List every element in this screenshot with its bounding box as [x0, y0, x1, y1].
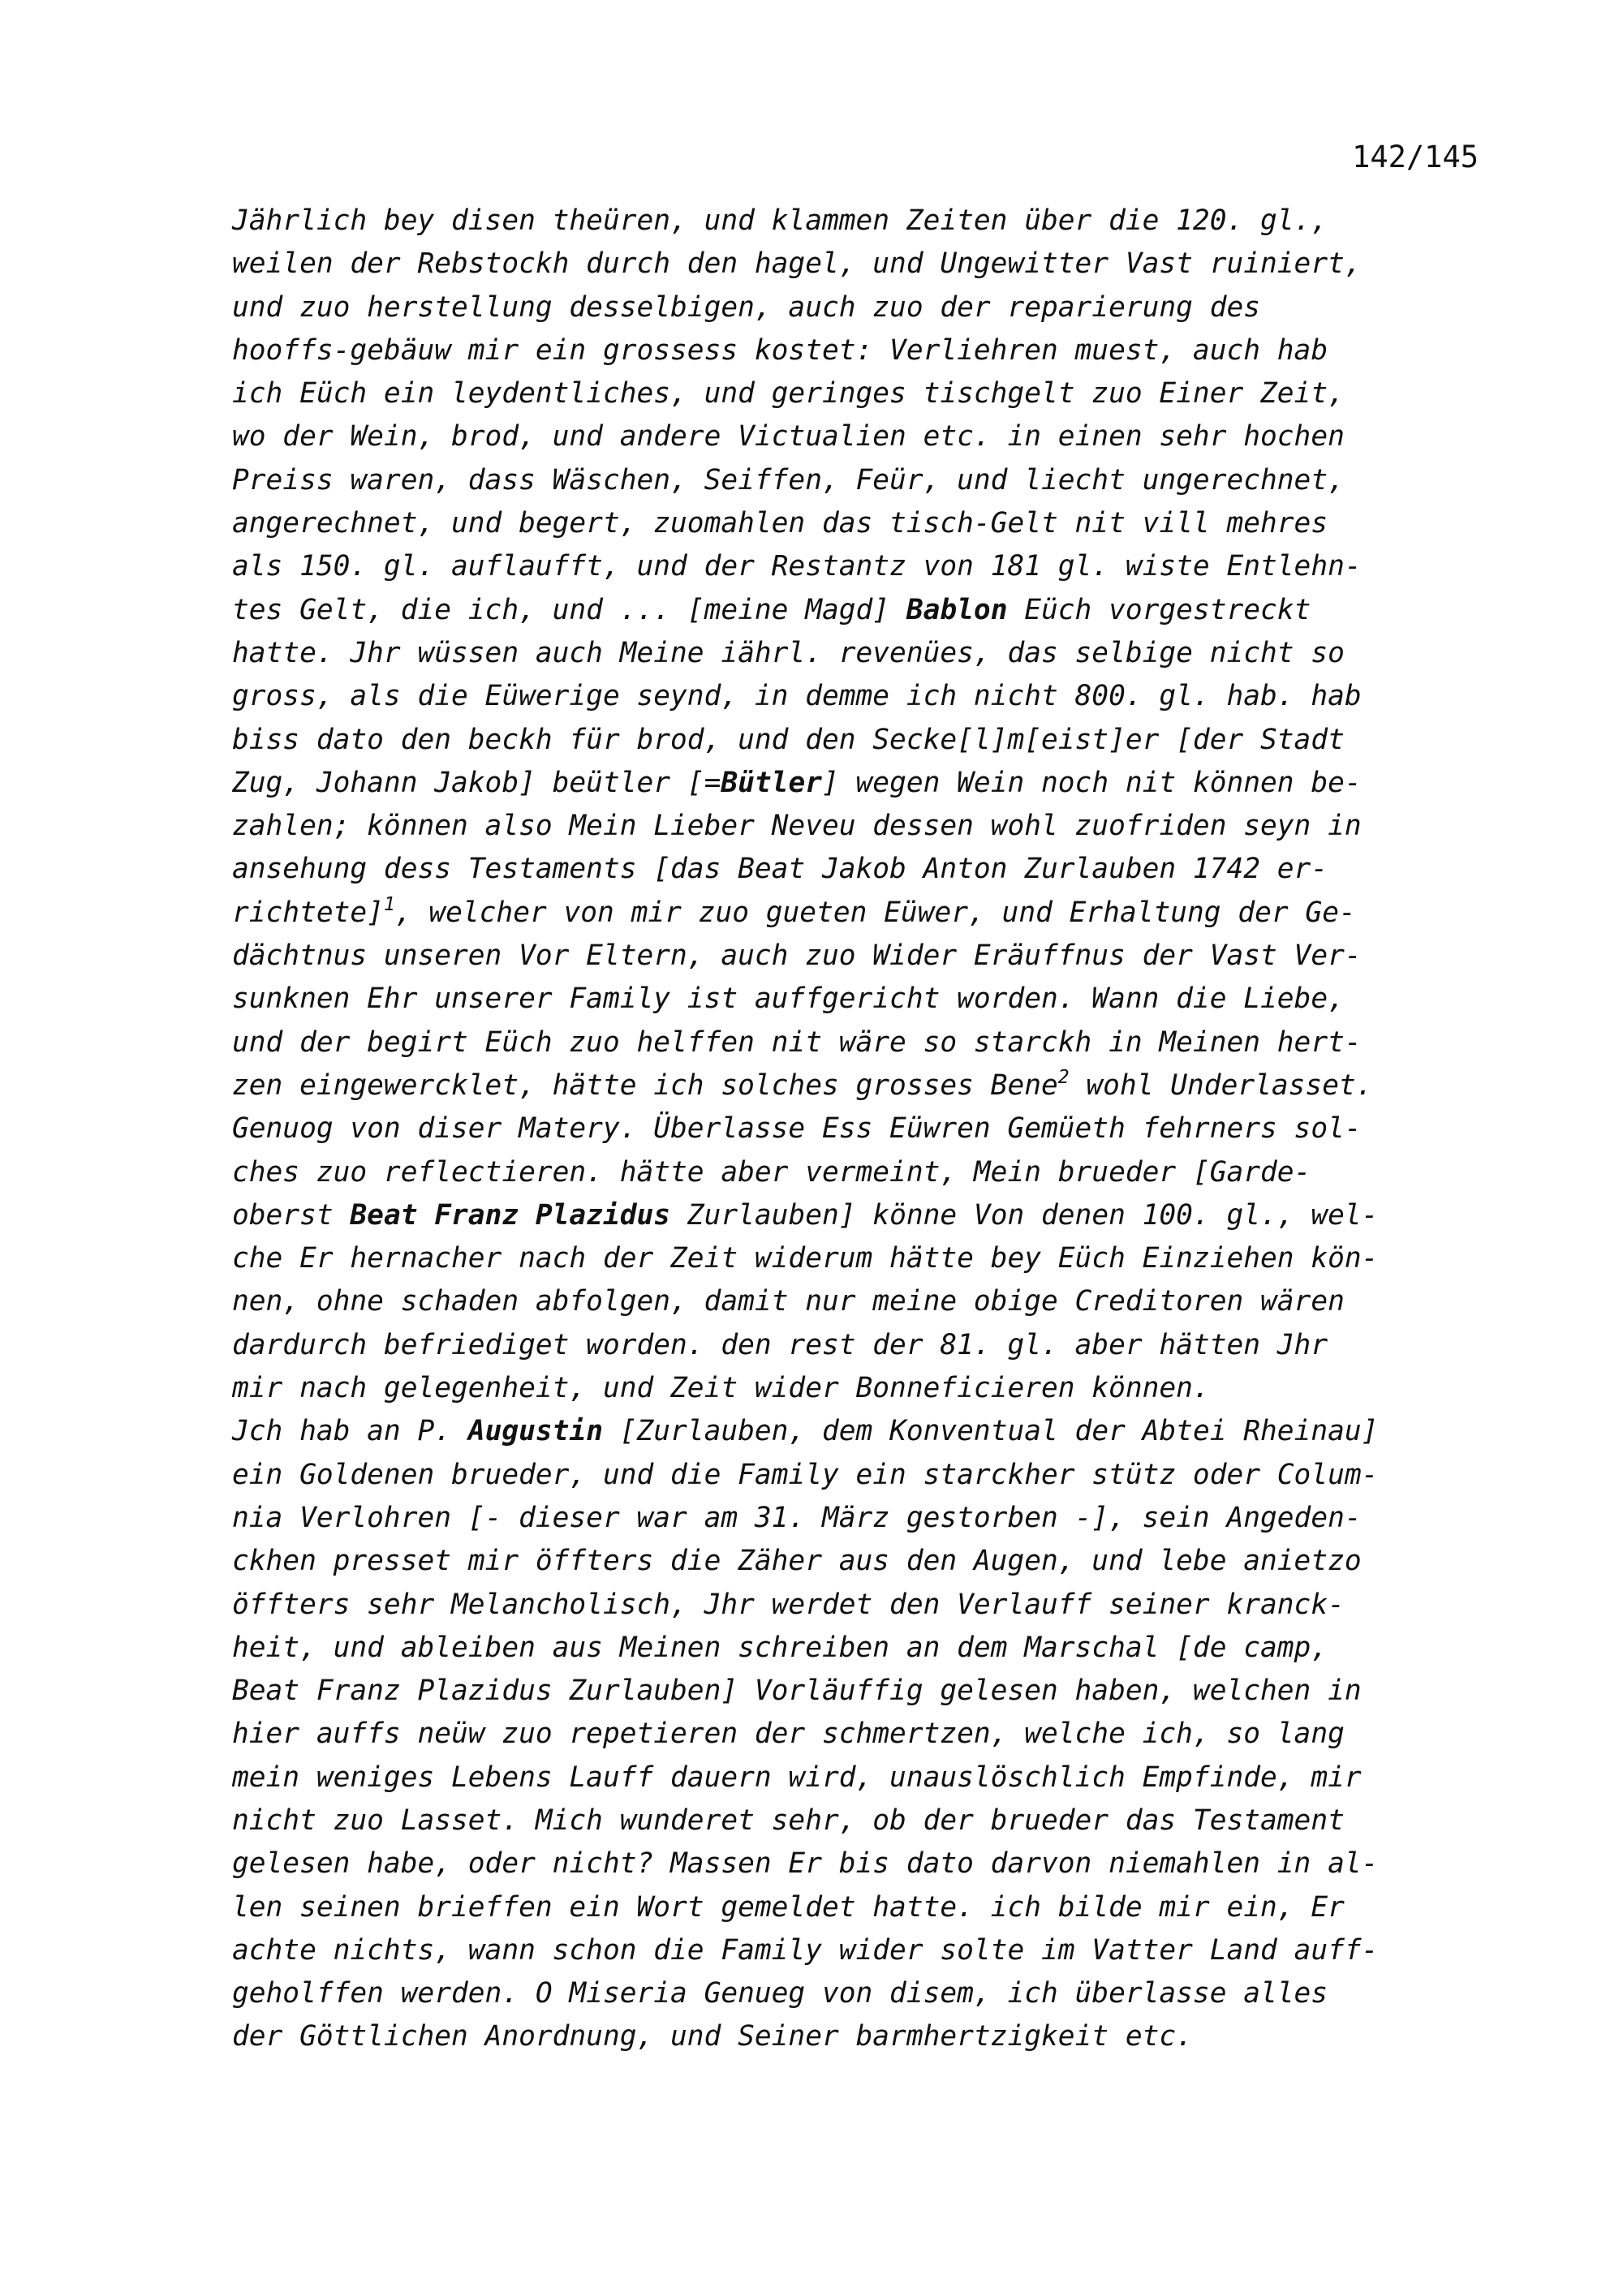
- text-segment: che Er hernacher nach der Zeit widerum hätte bey Eüch Einziehen kön-: [232, 1242, 1379, 1275]
- text-segment: als 150. gl. auflaufft, und der Restantz von 181 gl. wiste Entlehn-: [232, 550, 1362, 583]
- text-segment: nicht zuo Lasset. Mich wunderet sehr, ob der brueder das Testament: [232, 1804, 1345, 1837]
- text-line: [232, 1280, 1498, 1323]
- text-segment: sunknen Ehr unserer Family ist auffgericht worden. Wann die Liebe,: [232, 982, 1345, 1016]
- text-segment: ches zuo reflectieren. hätte aber vermeint, Mein brueder [Garde-: [232, 1155, 1311, 1189]
- text-segment: und der begirt Eüch zuo helffen nit wäre so starckh in Meinen hert-: [232, 1025, 1362, 1059]
- text-segment: ckhen presset mir öffters die Zäher aus den Augen, und lebe anietzo: [232, 1545, 1362, 1578]
- text-segment: Eüch vorgestreckt: [1007, 593, 1311, 626]
- text-segment: weilen der Rebstockh durch den hagel, und Ungewitter Vast ruiniert,: [232, 247, 1362, 281]
- bold-name: Augustin: [467, 1415, 603, 1448]
- text-segment: Zurlauben] könne Von denen 100. gl., wel-: [670, 1198, 1379, 1232]
- text-line: [232, 286, 1498, 329]
- text-segment: ansehung dess Testaments [das Beat Jakob Anton Zurlauben 1742 er-: [232, 853, 1328, 886]
- text-line: [232, 1799, 1498, 1842]
- text-segment: geholffen werden. O Miseria Genueg von disem, ich überlasse alles: [232, 1977, 1328, 2010]
- text-line: [232, 805, 1498, 848]
- text-line: [232, 1324, 1498, 1367]
- text-segment: Jch hab an P.: [232, 1415, 468, 1448]
- text-segment: hooffs-gebäuw mir ein grossess kostet: Verliehren muest, auch hab: [232, 333, 1328, 367]
- letter-body: [232, 200, 1498, 2059]
- text-line: [232, 1454, 1498, 1497]
- bold-name: Bablon: [906, 593, 1008, 626]
- text-segment: Jährlich bey disen theüren, und klammen Zeiten über die 120. gl.,: [232, 204, 1328, 237]
- text-line: [232, 1713, 1498, 1756]
- text-line: [232, 935, 1498, 978]
- text-segment: zen eingewercklet, hätte ich solches grosses Bene: [232, 1068, 1058, 1102]
- text-line: [232, 1410, 1498, 1453]
- text-line: [232, 1064, 1498, 1107]
- text-segment: heit, und ableiben aus Meinen schreiben an dem Marschal [de camp,: [232, 1631, 1328, 1664]
- text-line: [232, 1540, 1498, 1583]
- text-line: [232, 502, 1498, 545]
- text-segment: len seinen brieffen ein Wort gemeldet hatte. ich bilde mir ein, Er: [232, 1890, 1345, 1924]
- text-line: [232, 1497, 1498, 1540]
- text-segment: nen, ohne schaden abfolgen, damit nur meine obige Creditoren wären: [232, 1285, 1345, 1318]
- page-number: 142/145: [1352, 140, 1479, 174]
- footnote-marker: 1: [383, 893, 395, 915]
- text-line: [232, 415, 1498, 458]
- text-line: [232, 1842, 1498, 1885]
- text-line: [232, 1107, 1498, 1150]
- text-segment: mein weniges Lebens Lauff dauern wird, unauslöschlich Empfinde, mir: [232, 1761, 1362, 1794]
- text-segment: wo der Wein, brod, und andere Victualien etc. in einen sehr hochen: [232, 420, 1345, 454]
- text-segment: achte nichts, wann schon die Family wider solte im Vatter Land auff-: [232, 1933, 1379, 1967]
- text-segment: hier auffs neüw zuo repetieren der schmertzen, welche ich, so lang: [232, 1718, 1345, 1751]
- text-line: [232, 1021, 1498, 1064]
- text-line: [232, 589, 1498, 632]
- text-line: [232, 329, 1498, 372]
- text-segment: wohl Underlasset.: [1069, 1068, 1373, 1102]
- text-segment: [Zurlauben, dem Konventual der Abtei Rheinau]: [602, 1415, 1379, 1448]
- text-line: [232, 892, 1498, 935]
- text-line: [232, 1670, 1498, 1713]
- text-segment: zahlen; können also Mein Lieber Neveu dessen wohl zuofriden seyn in: [232, 810, 1362, 843]
- text-segment: angerechnet, und begert, zuomahlen das tisch-Gelt nit vill mehres: [232, 507, 1328, 540]
- text-segment: richtete]: [232, 896, 384, 929]
- text-line: [232, 1151, 1498, 1194]
- text-segment: gelesen habe, oder nicht? Massen Er bis dato darvon niemahlen in al-: [232, 1847, 1379, 1881]
- text-line: [232, 200, 1498, 243]
- text-segment: mir nach gelegenheit, und Zeit wider Bonneficieren können.: [232, 1372, 1210, 1405]
- text-segment: Preiss waren, dass Wäschen, Seiffen, Feür, und liecht ungerechnet,: [232, 463, 1345, 497]
- text-line: [232, 1194, 1498, 1237]
- text-segment: der Göttlichen Anordnung, und Seiner barmhertzigkeit etc.: [232, 2020, 1193, 2053]
- text-line: [232, 372, 1498, 415]
- text-line: [232, 762, 1498, 805]
- text-segment: ein Goldenen brueder, und die Family ein starckher stütz oder Colum-: [232, 1458, 1379, 1491]
- text-line: [232, 1367, 1498, 1410]
- text-segment: nia Verlohren [- dieser war am 31. März gestorben -], sein Angeden-: [232, 1501, 1362, 1534]
- text-segment: biss dato den beckh für brod, und den Secke[l]m[eist]er [der Stadt: [232, 723, 1345, 756]
- text-line: [232, 1584, 1498, 1627]
- text-segment: Zug, Johann Jakob] beütler [=: [232, 766, 721, 799]
- bold-name: Beat Franz Plazidus: [350, 1198, 671, 1232]
- text-line: [232, 1886, 1498, 1929]
- text-segment: ] wegen Wein noch nit können be-: [821, 766, 1362, 799]
- text-segment: dächtnus unseren Vor Eltern, auch zuo Wider Eräuffnus der Vast Ver-: [232, 939, 1362, 973]
- text-line: [232, 632, 1498, 675]
- text-line: [232, 243, 1498, 286]
- text-segment: öffters sehr Melancholisch, Jhr werdet den Verlauff seiner kranck-: [232, 1588, 1345, 1621]
- text-line: [232, 1972, 1498, 2015]
- text-line: [232, 978, 1498, 1021]
- text-line: [232, 545, 1498, 588]
- text-segment: oberst: [232, 1198, 351, 1232]
- text-segment: gross, als die Eüwerige seynd, in demme ich nicht 800. gl. hab. hab: [232, 680, 1362, 713]
- text-segment: ich Eüch ein leydentliches, und geringes tischgelt zuo Einer Zeit,: [232, 377, 1345, 411]
- text-segment: Genuog von diser Matery. Überlasse Ess Eüwren Gemüeth fehrners sol-: [232, 1112, 1362, 1146]
- text-line: [232, 2015, 1498, 2058]
- bold-name: Bütler: [721, 766, 822, 799]
- text-line: [232, 848, 1498, 891]
- text-segment: dardurch befriediget worden. den rest der 81. gl. aber hätten Jhr: [232, 1328, 1328, 1361]
- text-line: [232, 1237, 1498, 1280]
- text-segment: , welcher von mir zuo gueten Eüwer, und Erhaltung der Ge-: [394, 896, 1356, 929]
- text-line: [232, 1627, 1498, 1670]
- text-line: [232, 459, 1498, 502]
- text-segment: Beat Franz Plazidus Zurlauben] Vorläuffig gelesen haben, welchen in: [232, 1675, 1362, 1708]
- text-line: [232, 1756, 1498, 1799]
- text-line: [232, 719, 1498, 762]
- footnote-marker: 2: [1057, 1066, 1070, 1088]
- text-segment: und zuo herstellung desselbigen, auch zuo der reparierung des: [232, 290, 1261, 324]
- text-segment: tes Gelt, die ich, und ... [meine Magd]: [232, 593, 906, 626]
- text-segment: hatte. Jhr wüssen auch Meine iährl. revenües, das selbige nicht so: [232, 636, 1345, 669]
- text-line: [232, 675, 1498, 718]
- text-line: [232, 1929, 1498, 1972]
